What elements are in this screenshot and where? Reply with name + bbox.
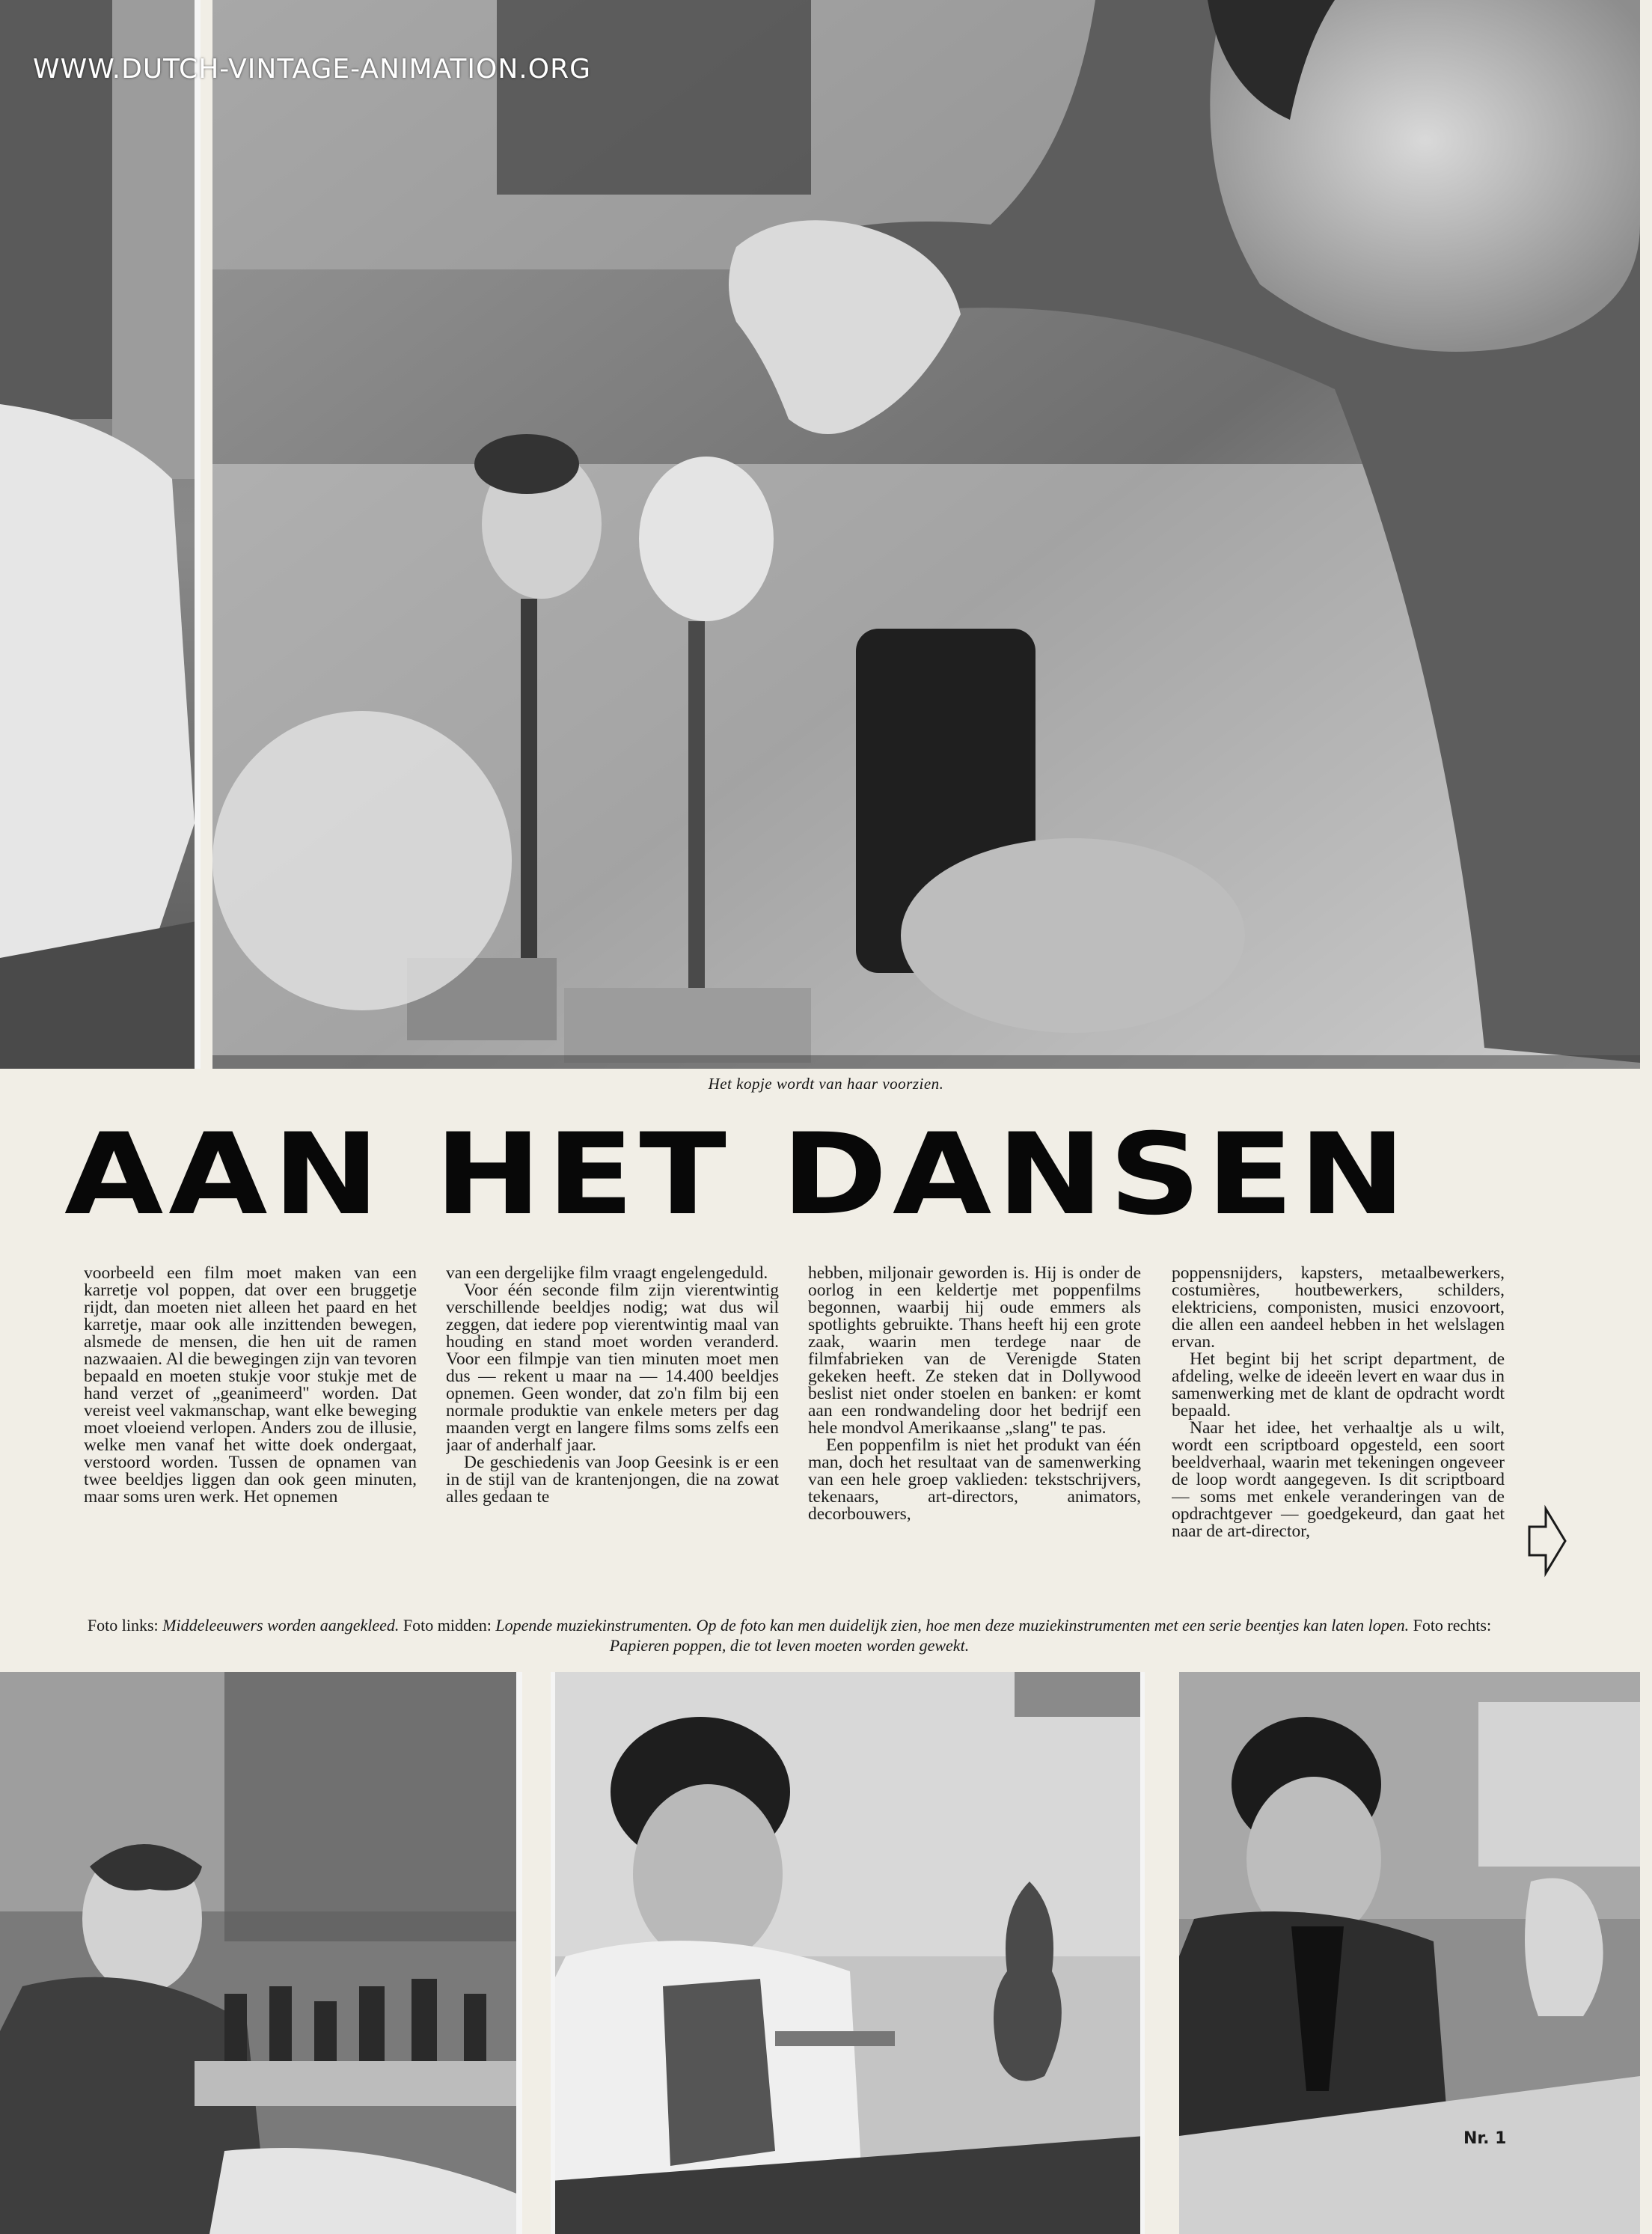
column-3-paragraph-2: Een poppenfilm is niet het produkt van één man, doch het resultaat van de samenwerking van een hele groep vaklieden: tekstschrijvers, tekenaars, art-directors, animators, decorbouwers, bbox=[808, 1435, 1141, 1524]
article-column-3 bbox=[808, 1265, 1141, 1594]
bottom-photos-caption bbox=[67, 1615, 1511, 1655]
caption-label-middle: Foto midden: bbox=[399, 1616, 496, 1635]
top-main-photo bbox=[212, 0, 1640, 1069]
caption-text-left: Middeleeuwers worden aangekleed. bbox=[162, 1616, 400, 1635]
watermark-text: WWW.DUTCH-VINTAGE-ANIMATION.ORG bbox=[33, 54, 591, 85]
bottom-middle-photo bbox=[551, 1672, 1145, 2234]
article-headline: AAN HET DANSEN bbox=[64, 1110, 1411, 1240]
top-photo-caption: Het kopje wordt van haar voorzien. bbox=[708, 1075, 944, 1093]
sign-number-label: Nr. 1 bbox=[1463, 2129, 1507, 2148]
bottom-right-photo bbox=[1179, 1672, 1640, 2234]
column-4-paragraph-2: Het begint bij het script department, de afdeling, welke de ideeën levert en waar dus in samenwerking met de klant de opdracht wordt bepaald. bbox=[1172, 1349, 1505, 1420]
column-4-paragraph-3: Naar het idee, het verhaaltje als u wilt, wordt een scriptboard opgesteld, een soort beeldverhaal, waarin met tekeningen ongeveer de loop wordt aangegeven. Is dit scriptboard — soms met enkele veranderingen van de opdrachtgever — goedgekeurd, dan gaat het naar de art-director, bbox=[1172, 1418, 1505, 1541]
column-4-paragraph-1: poppensnijders, kapsters, metaalbewerkers, costumières, houtbewerkers, schilders, elektriciens, componisten, musici enzovoort, die allen een aandeel hebben in het welslagen ervan. bbox=[1172, 1265, 1505, 1352]
column-2-paragraph-1: van een dergelijke film vraagt engelengeduld. bbox=[446, 1265, 768, 1283]
article-column-4 bbox=[1172, 1265, 1505, 1594]
caption-text-middle: Lopende muziekinstrumenten. Op de foto kan men duidelijk zien, hoe men deze muziekinstrumenten met een serie beentjes kan laten lopen. bbox=[495, 1616, 1410, 1635]
column-3-paragraph-1: hebben, miljonair geworden is. Hij is onder de oorlog in een keldertje met poppenfilms begonnen, waarbij hij oude emmers als spotlights gebruikte. Thans heeft hij een grote zaak, waarin men terdege naar de filmfabrieken van de Verenigde Staten gekeken heeft. Ze steken dat in Dollywood beslist niet onder stoelen en banken: er komt aan een rondwandeling door het bedrijf een hele mondvol Amerikaanse „slang" te pas. bbox=[808, 1265, 1141, 1438]
column-2-paragraph-3: De geschiedenis van Joop Geesink is er een in de stijl van de krantenjongen, die na zowat alles gedaan te bbox=[446, 1453, 779, 1507]
top-left-photo bbox=[0, 0, 201, 1069]
article-column-1 bbox=[84, 1265, 417, 1594]
caption-label-right: Foto rechts: bbox=[1409, 1616, 1492, 1635]
caption-text-right: Papieren poppen, die tot leven moeten worden gewekt. bbox=[609, 1636, 970, 1655]
caption-label-left: Foto links: bbox=[87, 1616, 163, 1635]
column-1-paragraph-1: voorbeeld een film moet maken van een karretje vol poppen, dat over een bruggetje rijdt, dan moeten niet alleen het paard en het karretje, maar ook alle inzittenden bewegen, alsmede de mensen, die hen uit de ramen nazwaaien. Al die bewegingen zijn van tevoren bepaald en moeten stukje voor stukje met de hand verzet of „geanimeerd" worden. Dat vereist veel vakmanschap, want elke beweging moet vloeiend verlopen. Anders zou de illusie, welke men vanaf het witte doek ondergaat, verstoord worden. Tussen de opnamen van twee beeldjes liggen dan ook geen minuten, maar soms uren werk. Het opnemen bbox=[84, 1265, 417, 1507]
article-column-2 bbox=[446, 1265, 779, 1594]
column-2-paragraph-2: Voor één seconde film zijn vierentwintig verschillende beeldjes nodig; wat dus wil zeggen, dat iedere pop vierentwintig maal van houding en stand moet worden veranderd. Voor een filmpje van tien minuten moet men dus — rekent u maar na — 14.400 beeldjes opnemen. Geen wonder, dat zo'n film bij een normale produktie van enkele meters per dag maanden vergt en langere films soms zelfs een jaar of anderhalf jaar. bbox=[446, 1281, 779, 1455]
bottom-left-photo bbox=[0, 1672, 522, 2234]
continue-arrow-icon bbox=[1526, 1504, 1568, 1578]
